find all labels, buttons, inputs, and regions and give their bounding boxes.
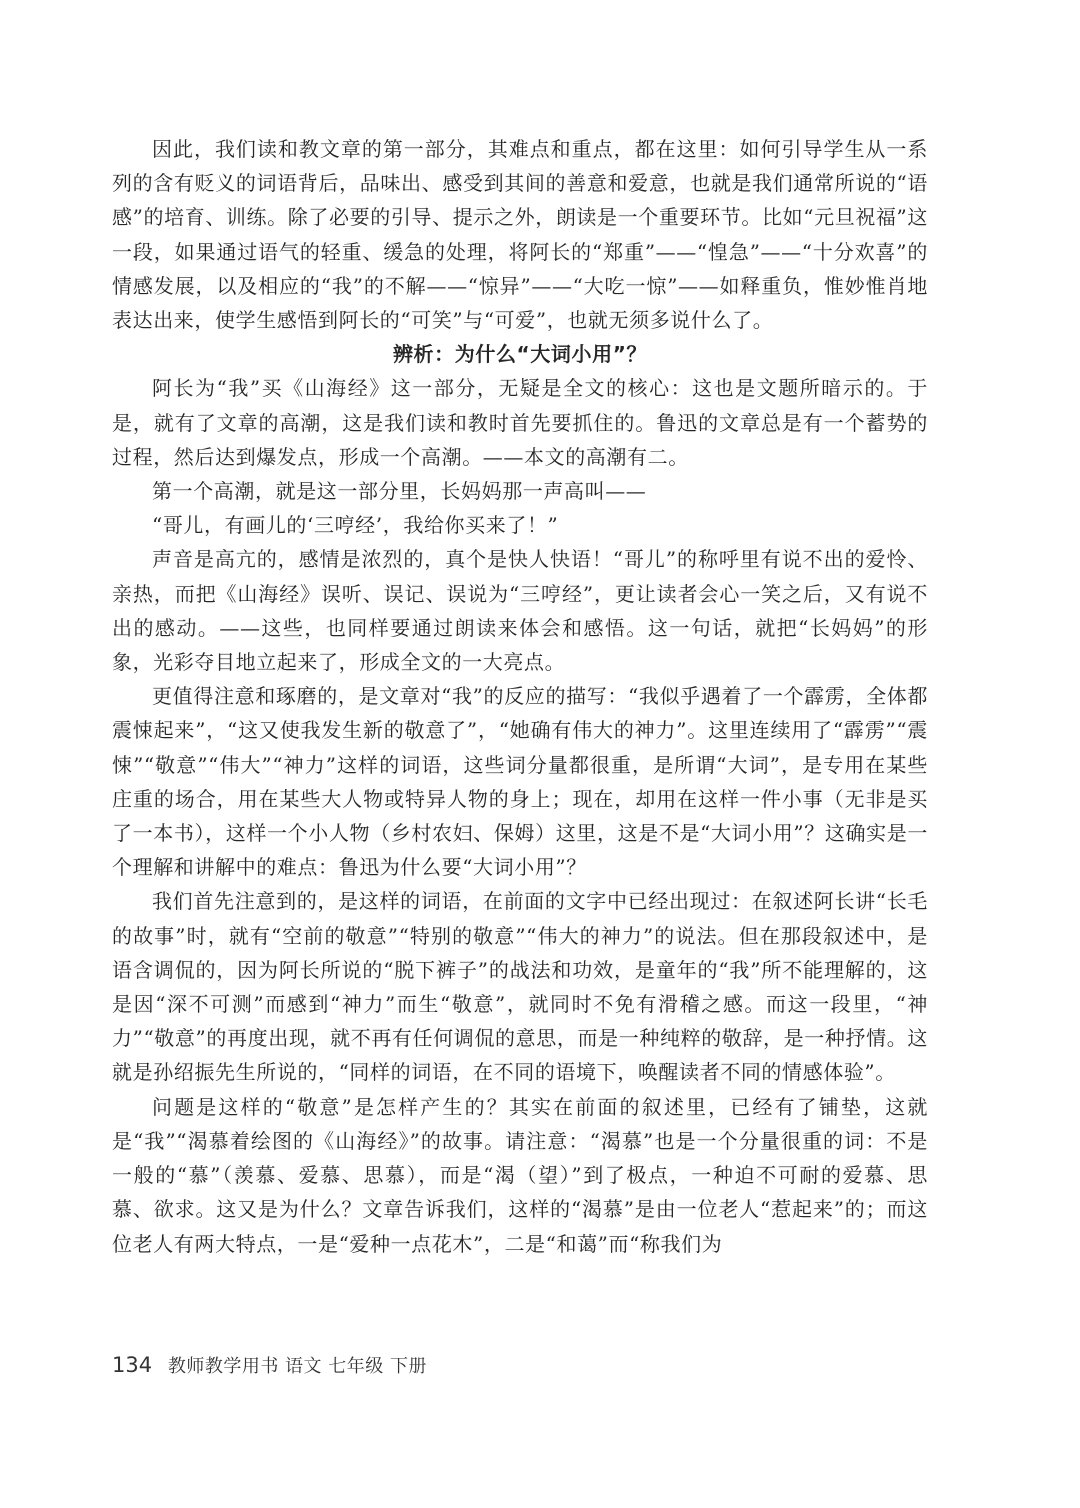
section-heading: 辨析：为什么“大词小用”？ bbox=[392, 342, 648, 367]
paragraph-intro: 因此，我们读和教文章的第一部分，其难点和重点，都在这里：如何引导学生从一系列的含有贬义的词语背后，品味出、感受到其间的善意和爱意，也就是我们通常所说的“语感”的培育、训练。除了必要的引导、提示之外，朗读是一个重要环节。比如“元旦祝福”这一段，如果通过语气的轻重、缓急的处理，将阿长的“郑重”——“惶急”——“十分欢喜”的情感发展，以及相应的“我”的不解——“惊异”——“大吃一惊”——如释重负，惟妙惟肖地表达出来，使学生感悟到阿长的“可笑”与“可爱”，也就无须多说什么了。 bbox=[112, 137, 928, 333]
paragraph: 阿长为“我”买《山海经》这一部分，无疑是全文的核心：这也是文题所暗示的。于是，就有了文章的高潮，这是我们读和教时首先要抓住的。鲁迅的文章总是有一个蓄势的过程，然后达到爆发点，形成一个高潮。——本文的高潮有二。 bbox=[112, 376, 928, 469]
paragraph: 更值得注意和琢磨的，是文章对“我”的反应的描写：“我似乎遇着了一个霹雳，全体都震悚起来”，“这又使我发生新的敬意了”，“她确有伟大的神力”。这里连续用了“霹雳”“震悚”“敬意”“伟大”“神力”这样的词语，这些词分量都很重，是所谓“大词”，是专用在某些庄重的场合，用在某些大人物或特异人物的身上；现在，却用在这样一件小事（无非是买了一本书），这样一个小人物（乡村农妇、保姆）这里，这是不是“大词小用”？这确实是一个理解和讲解中的难点：鲁迅为什么要“大词小用”？ bbox=[112, 684, 928, 880]
page-number: 134 bbox=[112, 1353, 153, 1377]
paragraph: 声音是高亢的，感情是浓烈的，真个是快人快语！“哥儿”的称呼里有说不出的爱怜、亲热，而把《山海经》误听、误记、误说为“三哼经”，更让读者会心一笑之后，又有说不出的感动。——这些，也同样要通过朗读来体会和感悟。这一句话，就把“长妈妈”的形象，光彩夺目地立起来了，形成全文的一大亮点。 bbox=[112, 547, 928, 675]
paragraph: 第一个高潮，就是这一部分里，长妈妈那一声高叫—— bbox=[152, 479, 647, 504]
paragraph: 我们首先注意到的，是这样的词语，在前面的文字中已经出现过：在叙述阿长讲“长毛的故事”时，就有“空前的敬意”“特别的敬意”“伟大的神力”的说法。但在那段叙述中，是语含调侃的，因为阿长所说的“脱下裤子”的战法和功效，是童年的“我”所不能理解的，这是因“深不可测”而感到“神力”而生“敬意”，就同时不免有滑稽之感。而这一段里，“神力”“敬意”的再度出现，就不再有任何调侃的意思，而是一种纯粹的敬辞，是一种抒情。这就是孙绍振先生所说的，“同样的词语，在不同的语境下，唤醒读者不同的情感体验”。 bbox=[112, 889, 928, 1085]
book-title: 教师教学用书 语文 七年级 下册 bbox=[167, 1356, 427, 1377]
page-footer bbox=[112, 1352, 427, 1378]
paragraph: 问题是这样的“敬意”是怎样产生的？其实在前面的叙述里，已经有了铺垫，这就是“我”“渴慕着绘图的《山海经》”的故事。请注意：“渴慕”也是一个分量很重的词：不是一般的“慕”（羡慕、爱慕、思慕），而是“渴（望）”到了极点，一种迫不可耐的爱慕、思慕、欲求。这又是为什么？文章告诉我们，这样的“渴慕”是由一位老人“惹起来”的；而这位老人有两大特点，一是“爱种一点花木”，二是“和蔼”而“称我们为 bbox=[112, 1094, 928, 1256]
page-body bbox=[112, 132, 928, 1261]
quote-paragraph: “哥儿，有画儿的‘三哼经’，我给你买来了！” bbox=[152, 513, 559, 538]
